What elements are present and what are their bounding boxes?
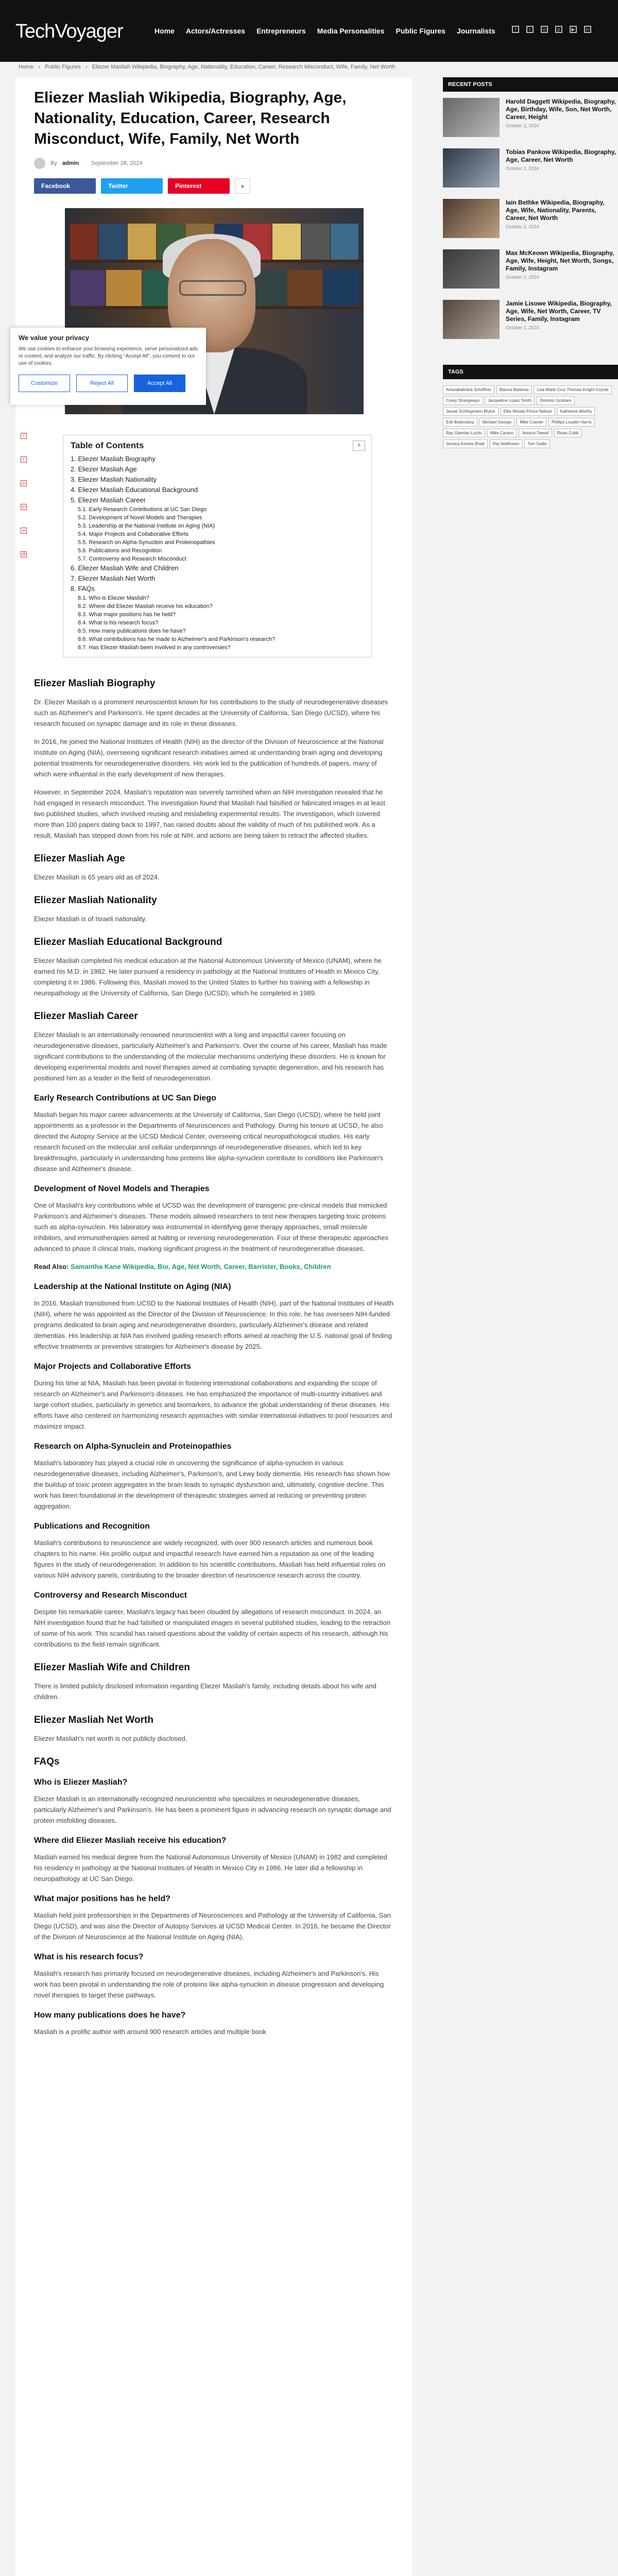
email-icon[interactable]: @: [21, 552, 26, 556]
avatar[interactable]: [34, 158, 45, 169]
twitter-icon[interactable]: t: [526, 26, 534, 33]
toc-title: Table of Contents: [71, 440, 144, 450]
section-heading: Eliezer Masliah Nationality: [34, 895, 157, 906]
toc-list: [71, 454, 364, 652]
recent-post-date: October 2, 2024: [506, 325, 539, 330]
paragraph: Eliezer Masliah is 65 years old as of 2024.: [34, 873, 160, 881]
toc-item[interactable]: 8.2. Where did Eliezer Masliah receive his education?: [78, 603, 213, 609]
breadcrumb-home[interactable]: Home: [19, 64, 34, 70]
share-facebook-button[interactable]: Facebook: [34, 178, 96, 194]
cookie-consent-banner: [10, 328, 206, 405]
recent-post-date: October 2, 2024: [506, 224, 539, 229]
post-thumbnail[interactable]: [443, 148, 500, 188]
paragraph: There is limited publicly disclosed information regarding Eliezer Masliah's family, including details about his wife and children.: [34, 1682, 376, 1701]
section-heading: Where did Eliezer Masliah receive his education?: [34, 1836, 227, 1845]
byline-prefix: By: [50, 160, 57, 166]
recent-post-title[interactable]: Tobias Pankow Wikipedia, Biography, Age, Career, Net Worth: [506, 148, 616, 163]
pinterest-icon[interactable]: p: [555, 26, 562, 33]
share-pinterest-button[interactable]: Pinterest: [168, 178, 230, 194]
twitter-icon[interactable]: t: [21, 456, 27, 463]
tag-cloud: [443, 385, 618, 448]
post-thumbnail[interactable]: [443, 199, 500, 238]
linkedin-icon[interactable]: in: [21, 504, 27, 510]
toc-item[interactable]: 8.3. What major positions has he held?: [78, 612, 176, 618]
recent-post-date: October 2, 2024: [506, 166, 539, 171]
cookie-customize-button[interactable]: Customize: [19, 375, 70, 392]
section-heading: What is his research focus?: [34, 1953, 144, 1961]
toc-item[interactable]: 5.7. Controversy and Research Misconduct: [78, 556, 186, 562]
recent-post[interactable]: [443, 294, 618, 344]
post-date: September 28, 2024: [91, 160, 143, 166]
paragraph: Eliezer Masliah is an internationally renowned neuroscientist with a long and impactful career focusing on neurodegenerative diseases, particularly Alzheimer's and Parkinson's. Over the course of his career, Masliah has made significant contributions to the understanding of the molecular mechanisms underlying these disorders. He is known for developing experimental models and novel therapies aimed at combating synaptic degeneration, and his research has positioned him as a leader in the field of neurodegeneration.: [34, 1031, 387, 1082]
nav-home[interactable]: Home: [154, 27, 175, 35]
toc-item[interactable]: 8.4. What is his research focus?: [78, 620, 159, 626]
main-nav: [154, 27, 495, 35]
toc-item[interactable]: 8.5. How many publications does he have?: [78, 628, 186, 634]
toc-item[interactable]: 3. Eliezer Masliah Nationality: [71, 476, 157, 483]
tag-link[interactable]: Tom Gallio: [524, 439, 550, 448]
tag-link[interactable]: Erik Buitendorp: [443, 418, 477, 427]
paragraph: In 2016, he joined the National Institutes of Health (NIH) as the director of the Division of Neuroscience at the National Institute on Aging (NIA), overseeing significant research initiatives aimed at understanding brain aging and developing potential treatments for neurodegenerative disorders. His work led to the publication of hundreds of papers, many of which were influential in the early development of new therapies.: [34, 738, 384, 778]
cookie-title: We value your privacy: [19, 334, 90, 342]
paragraph: Eliezer Masliah is of Israeli nationality.: [34, 915, 147, 923]
paragraph: Masliah is a prolific author with around 900 research articles and multiple book: [34, 2028, 266, 2036]
tag-link[interactable]: Jacqueline Lopez Smith: [485, 396, 535, 405]
separator: ·: [84, 160, 86, 166]
tag-link[interactable]: Rinas Cobb: [554, 429, 582, 437]
tag-link[interactable]: Ray Glamian Lozito: [443, 429, 485, 437]
site-logo[interactable]: TechVoyager: [15, 21, 123, 42]
read-also: [34, 1261, 393, 1272]
section-heading: Eliezer Masliah Educational Background: [34, 937, 222, 947]
breadcrumb-sep: ›: [38, 64, 41, 70]
recent-post[interactable]: [443, 243, 618, 294]
read-also-link[interactable]: Samantha Kane Wikipedia, Bio, Age, Net Worth, Career, Barrister, Books, Children: [71, 1263, 331, 1270]
toc-item[interactable]: 8.6. What contributions has he made to Alzheimer's and Parkinson's research?: [78, 636, 276, 642]
tag-link[interactable]: Michael George: [479, 418, 514, 427]
toc-item[interactable]: 1. Eliezer Masliah Biography: [71, 455, 156, 463]
post-thumbnail[interactable]: [443, 300, 500, 339]
floating-share-bar: [21, 433, 27, 557]
tag-link[interactable]: Ellie Woods Prince Nelson: [501, 407, 555, 416]
breadcrumb: [19, 64, 399, 70]
tag-link[interactable]: Phillips Louden Harris: [548, 418, 595, 427]
tag-link[interactable]: Mike Carano: [487, 429, 517, 437]
section-heading: FAQs: [34, 1756, 60, 1767]
recent-post-date: October 2, 2024: [506, 275, 539, 280]
paragraph: Eliezer Masliah is an internationally recognized neuroscientist who specializes in neurodegenerative diseases, particularly Alzheimer's and Parkinson's. He has been a prominent figure in advancing research on synaptic damage and protein misfolding diseases.: [34, 1795, 391, 1824]
paragraph: Dr. Eliezer Masliah is a prominent neuroscientist known for his contributions to the study of neurodegenerative diseases such as Alzheimer's and Parkinson's. He spent decades at the University of California, San Diego (UCSD), where his research focused on synaptic damage and its role in these diseases.: [34, 698, 388, 727]
paragraph: Masliah held joint professorships in the Departments of Neurosciences and Pathology at the University of California, San Diego (UCSD), and was also the Director of Autopsy Services at UCSD Medical Center. In 2016, he became the Director of the Division of Neuroscience at the National Institute on Aging (NIA).: [34, 1911, 391, 1941]
section-heading: What major positions has he held?: [34, 1894, 170, 1903]
nav-public-figures[interactable]: Public Figures: [396, 27, 445, 35]
toc-item[interactable]: 5.6. Publications and Recognition: [78, 548, 162, 554]
youtube-icon[interactable]: ▶: [570, 26, 577, 33]
toc-item[interactable]: 5.5. Research on Alpha-Synuclein and Proteinopathies: [78, 539, 215, 546]
section-heading: Eliezer Masliah Net Worth: [34, 1715, 153, 1725]
section-heading: Major Projects and Collaborative Efforts: [34, 1362, 191, 1371]
section-heading: Early Research Contributions at UC San Diego: [34, 1094, 216, 1103]
tag-link[interactable]: Raj Veldhoven: [490, 439, 523, 448]
share-twitter-button[interactable]: Twitter: [101, 178, 163, 194]
tag-link[interactable]: Katherine Worthy: [557, 407, 595, 416]
post-thumbnail[interactable]: [443, 249, 500, 289]
tag-link[interactable]: Dominic Grisham: [537, 396, 574, 405]
paragraph: Eliezer Masliah completed his medical education at the National Autonomous University of Mexico (UNAM), where he earned his M.D. in 1982. He later pursued a residency in pathology at the National Institutes of Health in Mexico City, completing it in 1986. Following this, Masliah moved to the United States to further his training with a fellowship in neuropathology at the University of California, San Diego (UCSD), which he completed in 1989.: [34, 957, 382, 997]
toc-item[interactable]: 5. Eliezer Masliah Career: [71, 496, 146, 504]
toc-item[interactable]: 8. FAQs: [71, 585, 95, 592]
author-link[interactable]: admin: [62, 160, 79, 166]
facebook-icon[interactable]: f: [21, 433, 27, 439]
toc-item[interactable]: 4. Eliezer Masliah Educational Background: [71, 486, 198, 494]
tag-link[interactable]: Bianca Barbosa: [496, 385, 531, 394]
paragraph: Masliah's research has primarily focused on neurodegenerative diseases, including Alzheimer's and Parkinson's. His work has been pivotal in understanding the role of proteins like alpha-synuclein in disease progression and developing novel therapies to target these pathways.: [34, 1970, 384, 1999]
site-header: [0, 0, 618, 62]
section-heading: Eliezer Masliah Biography: [34, 678, 156, 689]
recent-post-title[interactable]: Max McKeown Wikipedia, Biography, Age, Wife, Height, Net Worth, Songs, Family, Instagram: [506, 249, 614, 272]
cookie-reject-button[interactable]: Reject All: [76, 375, 128, 392]
nav-journalists[interactable]: Journalists: [456, 27, 495, 35]
share-bar: [34, 178, 393, 194]
toc-item[interactable]: 2. Eliezer Masliah Age: [71, 465, 137, 473]
article-body: [34, 678, 393, 2037]
paragraph: Despite his remarkable career, Masliah's legacy has been clouded by allegations of research misconduct. In 2024, an NIH investigation found that he had falsified or manipulated images in several published studies, leading to the retraction of some of his work. This scandal has raised questions about the validity of certain aspects of his research, although his contributions to the field remain significant.: [34, 1608, 391, 1648]
section-heading: Eliezer Masliah Wife and Children: [34, 1662, 190, 1673]
article-main: [15, 77, 412, 2576]
table-of-contents: [63, 435, 372, 657]
section-heading: Publications and Recognition: [34, 1522, 150, 1531]
toc-toggle-icon[interactable]: ≡: [353, 440, 365, 451]
toc-item[interactable]: 5.3. Leadership at the National Institute on Aging (NIA): [78, 523, 215, 529]
paragraph: Masliah began his major career advancements at the University of California, San Diego (UCSD), where he held joint appointments as a professor in the Departments of Neurosciences and Pathology. During his tenure at UCSD, he also directed the Autopsy Service at the UCSD Medical Center, overseeing critical neuropathological studies. His early research focused on the molecular and cellular underpinnings of neurodegenerative diseases, which led to key breakthroughs, particularly in understanding how proteins like alpha-synuclein contribute to conditions like Parkinson's disease and Alzheimer's disease.: [34, 1111, 384, 1173]
paragraph: Masliah's contributions to neuroscience are widely recognized, with over 900 research articles and numerous book chapters to his name. His prolific output and impactful research have earned him a reputation as one of the leading figures in the study of neurodegeneration. In addition to his scientific contributions, Masliah has held influential roles on various NIH advisory panels, contributing to the broader direction of neuroscience research across the country.: [34, 1539, 386, 1579]
tag-link[interactable]: Lisa Marie Cruz Thomas Knight Coyote: [534, 385, 611, 394]
breadcrumb-sep: ›: [85, 64, 88, 70]
section-heading: Eliezer Masliah Career: [34, 1011, 138, 1022]
section-heading: Research on Alpha-Synuclein and Proteinopathies: [34, 1442, 232, 1451]
paragraph: During his time at NIA, Masliah has been pivotal in fostering international collaborations and expanding the scope of research on Alzheimer's and Parkinson's diseases. He has emphasized the importance of multi-country initiatives and large cohort studies, particularly in genetics and biomarkers, to advance the global understanding of these diseases. His efforts have also centered on harmonizing research approaches with similar international initiatives to pool resources and maximize impact.: [34, 1379, 392, 1430]
recent-posts-heading: RECENT POSTS: [443, 77, 618, 92]
post-thumbnail[interactable]: [443, 98, 500, 137]
section-heading: Development of Novel Models and Therapies: [34, 1184, 210, 1193]
toc-item[interactable]: 5.4. Major Projects and Collaborative Efforts: [78, 531, 189, 537]
paragraph: In 2016, Masliah transitioned from UCSD to the National Institutes of Health (NIH), part of the National Institutes of Health (NIH), where he was appointed as the Director of the Division of Neuroscience. In this role, he has overseen NIH-funded programs dedicated to brain aging and neurodegenerative disorders, particularly Alzheimer's disease and related dementias. His leadership at NIA has involved guiding research efforts aimed at reaching the U.S. national goal of finding effective treatments or preventive strategies for Alzheimer's disease by 2025.: [34, 1299, 394, 1350]
whatsapp-icon[interactable]: w: [21, 528, 27, 534]
share-more-button[interactable]: +: [235, 178, 250, 194]
pinterest-icon[interactable]: p: [21, 480, 27, 486]
social-links: [512, 26, 591, 33]
nav-actors[interactable]: Actors/Actresses: [185, 27, 246, 35]
paragraph: One of Masliah's key contributions while at UCSD was the development of transgenic pre-clinical models that mimicked Parkinson's and Alzheimer's diseases. These models allowed researchers to test new therapies targeting toxic proteins such as alpha-synuclein. His laboratory was instrumental in identifying gene therapy approaches, small molecule inhibitors, and immunotherapies aimed at halting or reversing neurodegeneration. Four of these therapeutic approaches advanced to phase II clinical trials, marking significant progress in the treatment of neurodegenerative diseases.: [34, 1201, 388, 1252]
cookie-text: We use cookies to enhance your browsing experience, serve personalized ads or content, and analyze our traffic. By clicking "Accept All", you consent to our use of cookies.: [19, 346, 198, 366]
page-title: Eliezer Masliah Wikipedia, Biography, Age, Nationality, Education, Career, Research Misconduct, Wife, Family, Net Worth: [34, 89, 347, 147]
section-heading: Eliezer Masliah Age: [34, 853, 125, 864]
paragraph: Eliezer Masliah's net worth is not publicly disclosed.: [34, 1735, 187, 1742]
breadcrumb-current: Eliezer Masliah Wikipedia, Biography, Age, Nationality, Education, Career, Research Misconduct, Wife, Family, Net Worth: [92, 64, 396, 70]
tags-heading: TAGS: [443, 365, 618, 379]
recent-post-title[interactable]: Harold Daggett Wikipedia, Biography, Age, Birthday, Wife, Son, Net Worth, Career, Height: [506, 98, 616, 121]
paragraph: However, in September 2024, Masliah's reputation was severely tarnished when an NIH investigation revealed that he had engaged in research misconduct. The investigation found that Masliah had falsified or fabricated images in at least two published studies, which involved reusing and mislabeling experimental results. The investigation, which covered more than 100 papers dating back to 1997, has raised doubts about the validity of much of his published work. As a result, Masliah has stepped down from his role at NIH, and actions are being taken to retract the affected studies.: [34, 788, 385, 839]
instagram-icon[interactable]: ◎: [541, 26, 548, 33]
recent-post-date: October 2, 2024: [506, 123, 539, 128]
recent-post[interactable]: [443, 92, 618, 142]
paragraph: Masliah earned his medical degree from the National Autonomous University of Mexico (UNAM) in 1982 and completed his residency in pathology at the National Institutes of Health in Mexico City in 1986. He later did a fellowship in neuropathology at UC San Diego.: [34, 1853, 387, 1883]
recent-post-title[interactable]: Iain Bethke Wikipedia, Biography, Age, Wife, Nationality, Parents, Career, Net Worth: [506, 199, 605, 222]
tag-link[interactable]: Amarakalindra Schoffner: [443, 385, 494, 394]
read-also-label: Read Also:: [34, 1263, 71, 1270]
post-meta: [34, 158, 393, 169]
toc-item[interactable]: 7. Eliezer Masliah Net Worth: [71, 574, 156, 582]
nav-media-personalities[interactable]: Media Personalities: [317, 27, 385, 35]
section-heading: Leadership at the National Institute on Aging (NIA): [34, 1282, 231, 1291]
recent-posts-list: [443, 92, 618, 344]
toc-item[interactable]: 6. Eliezer Masliah Wife and Children: [71, 564, 179, 572]
sidebar: [443, 77, 618, 448]
recent-post-title[interactable]: Jamie Lisowe Wikipedia, Biography, Age, Wife, Net Worth, Career, TV Series, Family, Instagram: [506, 300, 612, 323]
recent-post[interactable]: [443, 193, 618, 243]
recent-post[interactable]: [443, 142, 618, 193]
toc-item[interactable]: 8.7. Has Eliezer Masliah been involved in any controversies?: [78, 645, 231, 651]
tag-link[interactable]: Jessie Schlingmann Blyton: [443, 407, 499, 416]
toc-item[interactable]: 5.1. Early Research Contributions at UC San Diego: [78, 506, 207, 513]
toc-item[interactable]: 5.2. Development of Novel Models and Therapies: [78, 515, 202, 521]
section-heading: Who is Eliezer Masliah?: [34, 1778, 128, 1787]
cookie-accept-button[interactable]: Accept All: [134, 375, 185, 392]
nav-entrepreneurs[interactable]: Entrepreneurs: [256, 27, 306, 35]
section-heading: Controversy and Research Misconduct: [34, 1591, 187, 1600]
toc-item[interactable]: 8.1. Who is Eliezer Masliah?: [78, 595, 149, 601]
tag-link[interactable]: Corey Strangways: [443, 396, 483, 405]
facebook-icon[interactable]: f: [512, 26, 519, 33]
tag-link[interactable]: Mike Cramer: [517, 418, 546, 427]
linkedin-icon[interactable]: in: [584, 26, 591, 33]
tag-link[interactable]: Jessica Kontes Bhatt: [443, 439, 488, 448]
breadcrumb-category[interactable]: Public Figures: [45, 64, 81, 70]
tag-link[interactable]: Jessica Tweed: [519, 429, 552, 437]
section-heading: How many publications does he have?: [34, 2011, 186, 2020]
paragraph: Masliah's laboratory has played a crucial role in uncovering the significance of alpha-synuclein in various neurodegenerative diseases, including Alzheimer's, Parkinson's, and Lewy body dementia. His research has shown how the buildup of toxic protein aggregates in the brain leads to synaptic dysfunction and, ultimately, cognitive decline. This work has been foundational in the development of therapeutic strategies aimed at reducing or preventing protein aggregation.: [34, 1459, 390, 1510]
